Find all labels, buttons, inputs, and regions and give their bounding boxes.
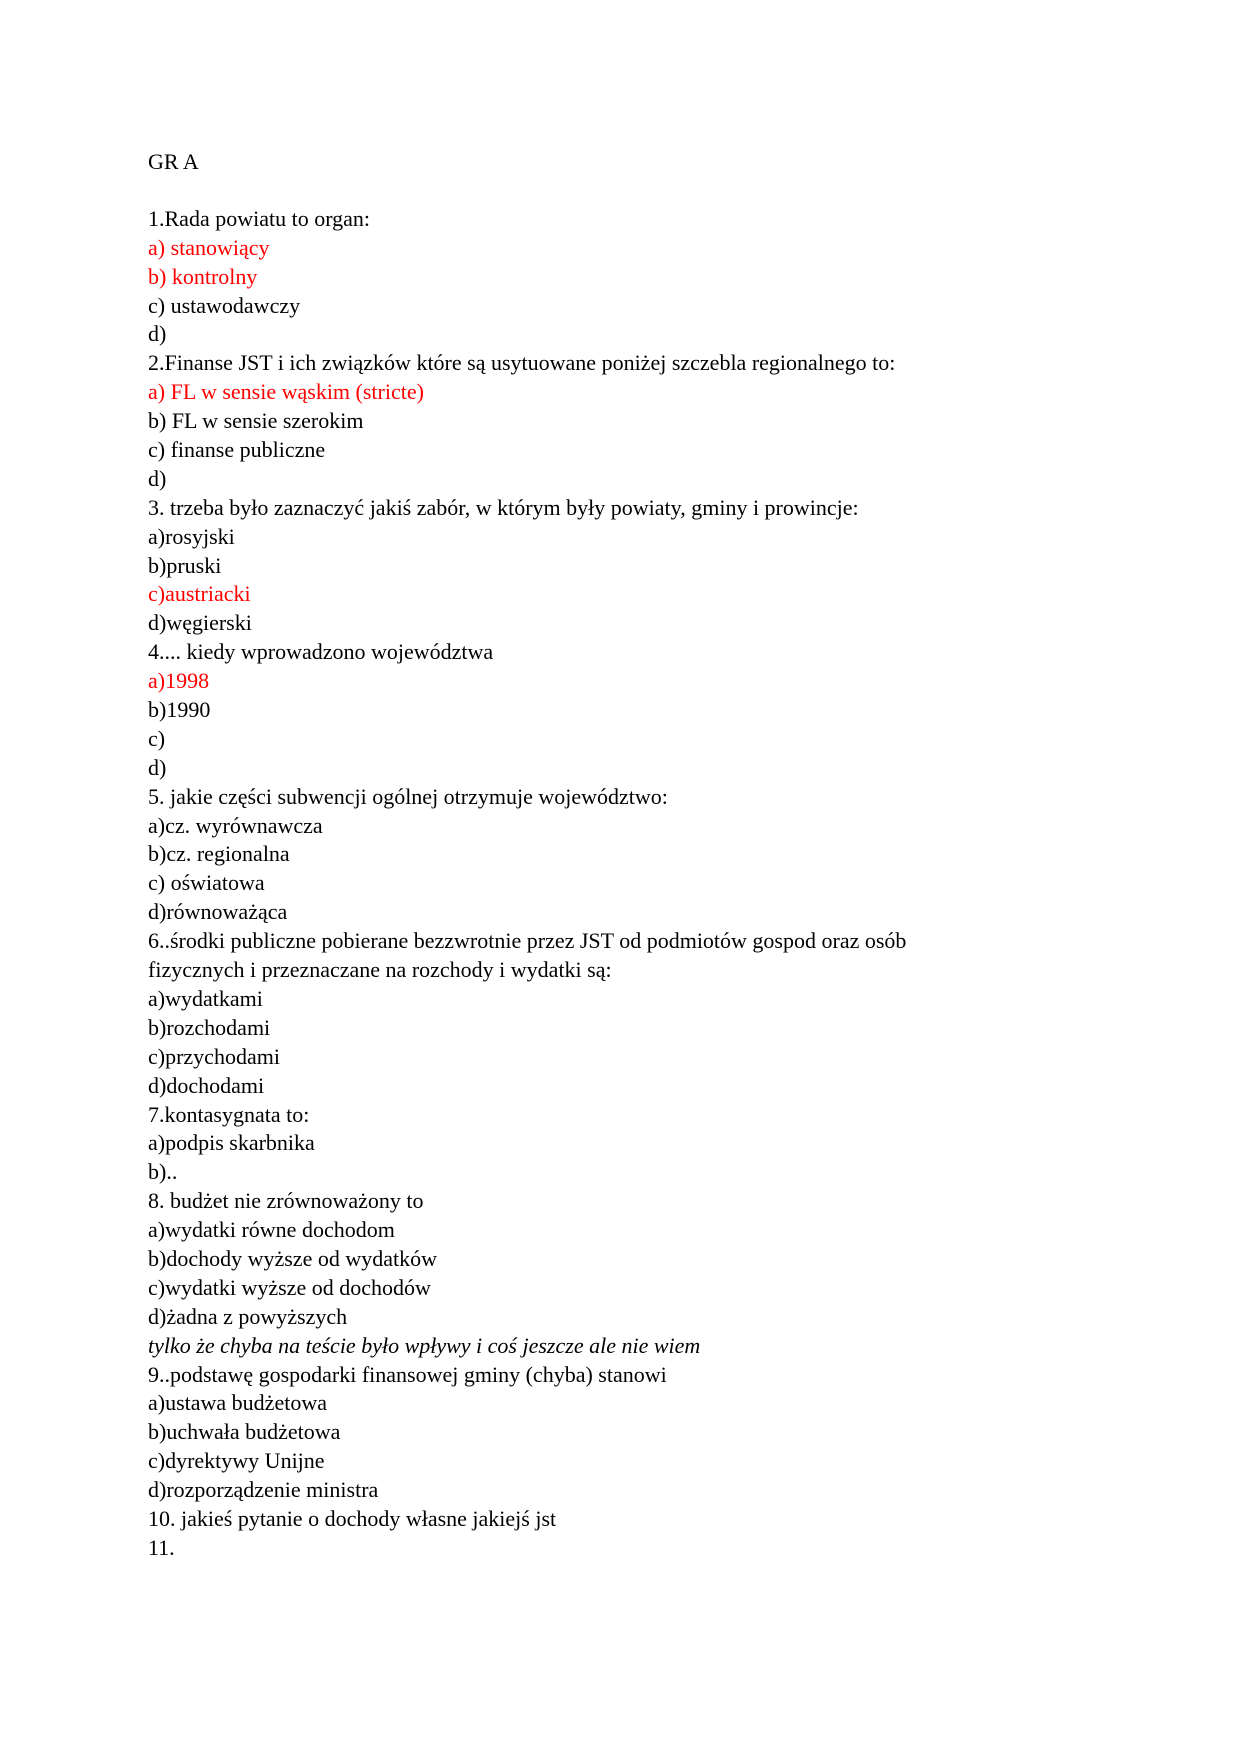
italic-note: tylko że chyba na teście było wpływy i coś jeszcze ale nie wiem (148, 1332, 701, 1358)
answer-option: a)rosyjski (148, 523, 235, 549)
answer-option: c)przychodami (148, 1043, 280, 1069)
answer-option: a)cz. wyrównawcza (148, 812, 323, 838)
marked-answer-option: b) kontrolny (148, 263, 258, 289)
text-line: fizycznych i przeznaczane na rozchody i wydatki są: (148, 957, 612, 983)
answer-option: b).. (148, 1159, 178, 1185)
answer-option: d)rozporządzenie ministra (148, 1477, 379, 1503)
answer-option: b)uchwała budżetowa (148, 1419, 341, 1445)
answer-option: d)węgierski (148, 610, 252, 636)
answer-option: c) (148, 725, 166, 751)
question-text: 5. jakie części subwencji ogólnej otrzymuje województwo: (148, 783, 668, 809)
answer-option: c)dyrektywy Unijne (148, 1448, 325, 1474)
marked-answer-option: a) FL w sensie wąskim (stricte) (148, 379, 424, 405)
answer-option: c) finanse publiczne (148, 437, 326, 463)
answer-option: a)wydatki równe dochodom (148, 1217, 395, 1243)
answer-option: b)1990 (148, 697, 211, 723)
question-text: 10. jakieś pytanie o dochody własne jakiejś jst (148, 1505, 557, 1531)
answer-option: d)równoważąca (148, 899, 288, 925)
marked-answer-option: c)austriacki (148, 581, 251, 607)
question-text: 2.Finanse JST i ich związków które są usytuowane poniżej szczebla regionalnego to: (148, 350, 896, 376)
question-text: 4.... kiedy wprowadzono województwa (148, 639, 494, 665)
answer-option: c) ustawodawczy (148, 292, 301, 318)
question-list (148, 205, 1148, 1563)
question-text: 9..podstawę gospodarki finansowej gminy (chyba) stanowi (148, 1361, 667, 1387)
answer-option: b) FL w sensie szerokim (148, 408, 364, 434)
answer-option: c) oświatowa (148, 870, 265, 896)
answer-option: d)żadna z powyższych (148, 1303, 348, 1329)
document-body (148, 148, 1148, 1563)
answer-option: d)dochodami (148, 1072, 265, 1098)
answer-option: a)wydatkami (148, 985, 263, 1011)
answer-option: b)rozchodami (148, 1014, 271, 1040)
marked-answer-option: a) stanowiący (148, 234, 270, 260)
question-text: 7.kontasygnata to: (148, 1101, 310, 1127)
answer-option: d) (148, 321, 167, 347)
answer-option: b)cz. regionalna (148, 841, 290, 867)
question-text: 3. trzeba było zaznaczyć jakiś zabór, w którym były powiaty, gminy i prowincje: (148, 494, 859, 520)
answer-option: d) (148, 754, 167, 780)
answer-option: c)wydatki wyższe od dochodów (148, 1274, 431, 1300)
marked-answer-option: a)1998 (148, 668, 210, 694)
answer-option: a)ustawa budżetowa (148, 1390, 327, 1416)
question-text: 1.Rada powiatu to organ: (148, 205, 370, 231)
document-title: GR A (148, 149, 199, 174)
question-text: 8. budżet nie zrównoważony to (148, 1188, 424, 1214)
answer-option: a)podpis skarbnika (148, 1130, 315, 1156)
question-text: 11. (148, 1534, 175, 1560)
question-text: 6..środki publiczne pobierane bezzwrotnie przez JST od podmiotów gospod oraz osób (148, 928, 907, 954)
answer-option: b)pruski (148, 552, 222, 578)
answer-option: d) (148, 465, 167, 491)
answer-option: b)dochody wyższe od wydatków (148, 1245, 437, 1271)
